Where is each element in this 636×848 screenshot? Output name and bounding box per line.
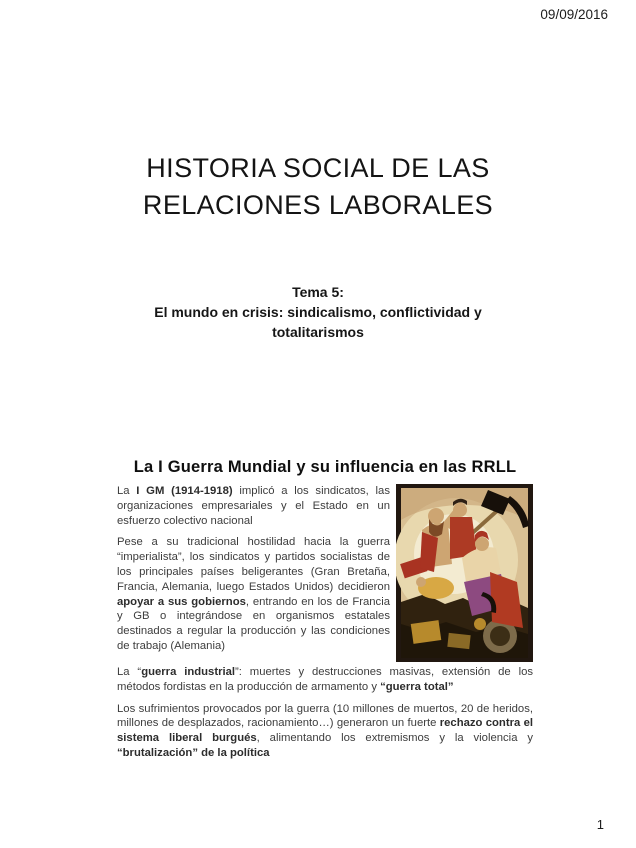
slide1-subtitle-line3: totalitarismos [272, 324, 364, 340]
emphasis-text: “guerra total” [380, 680, 454, 693]
slide1-title-line2: RELACIONES LABORALES [142, 190, 494, 220]
emphasis-text: rechazo contra el sistema liberal burgués [117, 717, 533, 745]
body-text: La [117, 485, 137, 497]
slide2-full-text [117, 665, 533, 761]
slide2-title: La I Guerra Mundial y su influencia en las RRLL [133, 458, 517, 476]
slide1-subtitle [0, 282, 636, 342]
body-text: Los sufrimientos provocados por la guerra (10 millones de muertos, 20 de heridos, millones de desplazados, racionamiento…) generaron un fuerte [117, 702, 533, 730]
body-paragraph [117, 702, 533, 761]
slide2-body-row [117, 484, 533, 662]
body-text: Pese a su tradicional hostilidad hacia la guerra “imperialista”, los sindicatos y partidos socialistas de los principales países beligerantes (Gran Bretaña, Francia, Alemania, luego Estados Unidos) decidieron [117, 536, 390, 593]
body-text: La “ [117, 666, 142, 678]
body-text: ”: muertes y destrucciones masivas, extensión de los métodos fordistas en la producción de armamento y [117, 666, 534, 693]
body-text: , alimentando los extremismos y la violencia y [256, 732, 533, 745]
workers-poster-illustration [396, 484, 533, 662]
body-paragraph [117, 484, 390, 528]
slide2-text-column [117, 484, 390, 661]
slide1-title-line1: HISTORIA SOCIAL DE LAS [146, 153, 490, 183]
slide-2 [117, 458, 533, 768]
emphasis-text: I GM (1914-1918) [136, 485, 233, 497]
emphasis-text: guerra industrial [141, 666, 236, 678]
body-paragraph [117, 535, 390, 653]
workers-poster-image [396, 484, 533, 662]
slide1-subtitle-line1: Tema 5: [292, 284, 344, 300]
header-date: 09/09/2016 [540, 7, 608, 22]
slide1-subtitle-line2: El mundo en crisis: sindicalismo, conflictividad y [154, 304, 482, 320]
body-text: , entrando en los de Francia y GB o integrándose en organismos estatales destinados a regular la producción y las condiciones de trabajo (Alemania) [117, 595, 390, 652]
emphasis-text: apoyar a sus gobiernos [117, 595, 246, 608]
slide1-title [0, 150, 636, 224]
page-number: 1 [596, 817, 604, 832]
emphasis-text: “brutalización” de la política [117, 746, 270, 759]
body-paragraph [117, 665, 533, 695]
body-text: implicó a los sindicatos, las organizaciones empresariales y el Estado en un esfuerzo colectivo nacional [117, 485, 390, 527]
